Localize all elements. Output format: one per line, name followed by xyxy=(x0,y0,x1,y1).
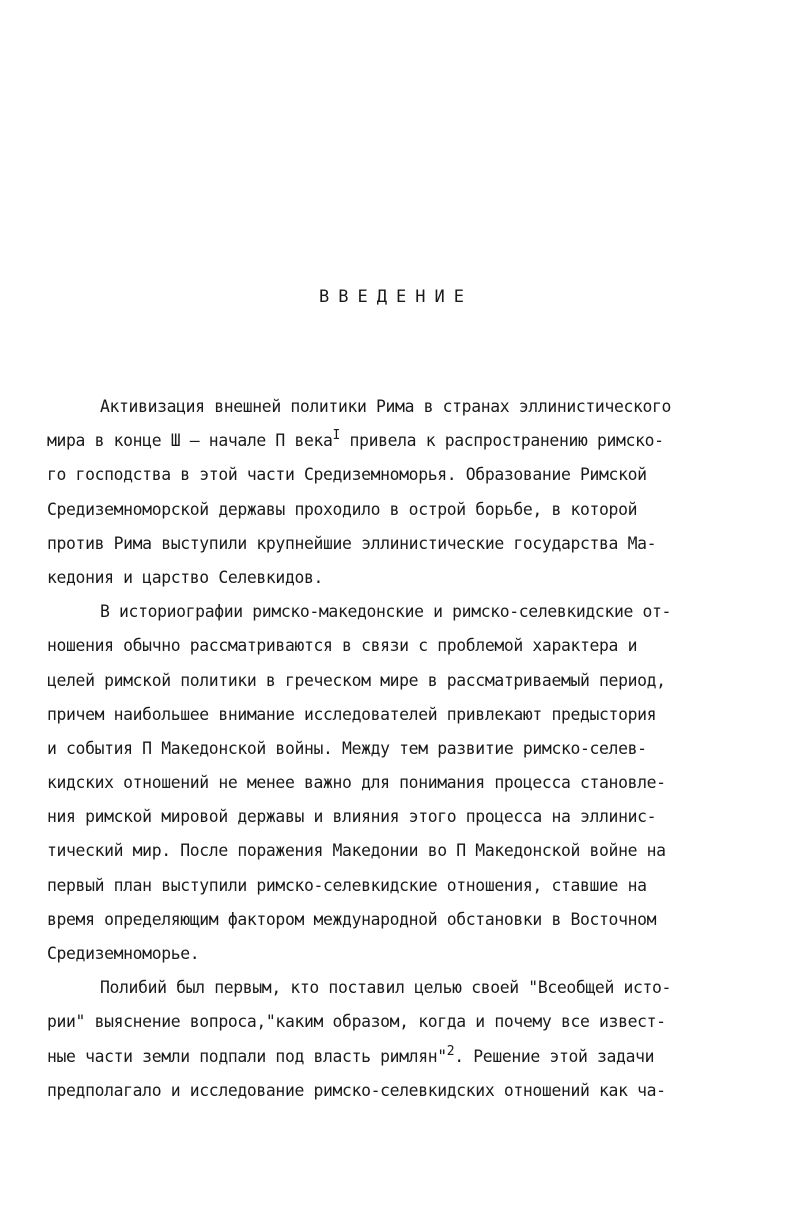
text-line xyxy=(47,800,747,834)
line-text: причем наибольшее внимание исследователей привлекают предыстория xyxy=(47,704,657,724)
text-line xyxy=(47,971,747,1005)
line-text: против Рима выступили крупнейшие эллинистические государства Ма- xyxy=(47,533,657,553)
text-line xyxy=(47,1040,747,1074)
line-text: целей римской политики в греческом мире в рассматриваемый период, xyxy=(47,670,666,690)
text-line xyxy=(47,424,747,458)
text-line xyxy=(47,1005,747,1039)
text-line xyxy=(47,698,747,732)
footnote-marker: I xyxy=(332,428,341,444)
text-line xyxy=(47,869,747,903)
text-line xyxy=(47,834,747,868)
line-text: и события П Македонской войны. Между тем развитие римско-селев- xyxy=(47,738,647,758)
line-text: предполагало и исследование римско-селевкидских отношений как ча- xyxy=(47,1080,666,1100)
line-text: Средиземноморье. xyxy=(47,944,200,963)
text-line xyxy=(47,732,747,766)
line-text: кедония и царство Селевкидов. xyxy=(47,567,324,587)
line-text: Полибий был первым, кто поставил целью своей "Всеобщей исто- xyxy=(100,978,672,998)
section-title: ВВЕДЕНИЕ xyxy=(319,287,473,307)
line-text: тический мир. После поражения Македонии во П Македонской войне на xyxy=(47,841,666,861)
line-text: мира в конце Ш – начале П века xyxy=(47,431,333,451)
body-text xyxy=(47,390,747,1108)
text-line xyxy=(47,629,747,663)
line-text: первый план выступили римско-селевкидские отношения, ставшие на xyxy=(47,875,647,895)
text-line xyxy=(47,561,747,595)
line-text: кидских отношений не менее важно для понимания процесса становле- xyxy=(47,773,666,793)
text-line xyxy=(47,493,747,527)
line-text: рии" выяснение вопроса,"каким образом, когда и почему все извест- xyxy=(47,1012,666,1032)
line-text: Средиземноморской державы проходило в острой борьбе, в которой xyxy=(47,499,638,519)
line-text-continued: привела к распространению римско- xyxy=(340,431,664,451)
line-text: время определяющим фактором международной обстановки в Восточном xyxy=(47,909,657,929)
line-text: ния римской мировой державы и влияния этого процесса на эллинис- xyxy=(47,807,657,827)
line-text: ношения обычно рассматриваются в связи с проблемой характера и xyxy=(47,636,638,656)
text-line xyxy=(47,458,747,492)
line-text: Активизация внешней политики Рима в странах эллинистического xyxy=(100,397,672,416)
text-line xyxy=(47,595,747,629)
text-line xyxy=(47,527,747,561)
line-text: го господства в этой части Средиземноморья. Образование Римской xyxy=(47,465,647,485)
text-line xyxy=(47,937,747,971)
text-line xyxy=(47,903,747,937)
text-line xyxy=(47,390,747,424)
footnote-marker: 2 xyxy=(446,1043,455,1059)
line-text: ные части земли подпали под власть римлян" xyxy=(47,1046,447,1066)
text-line xyxy=(47,766,747,800)
text-line xyxy=(47,1074,747,1108)
line-text: В историографии римско-македонские и римско-селевкидские от- xyxy=(100,602,672,622)
line-text-continued: . Решение этой задачи xyxy=(454,1046,655,1066)
text-line xyxy=(47,664,747,698)
